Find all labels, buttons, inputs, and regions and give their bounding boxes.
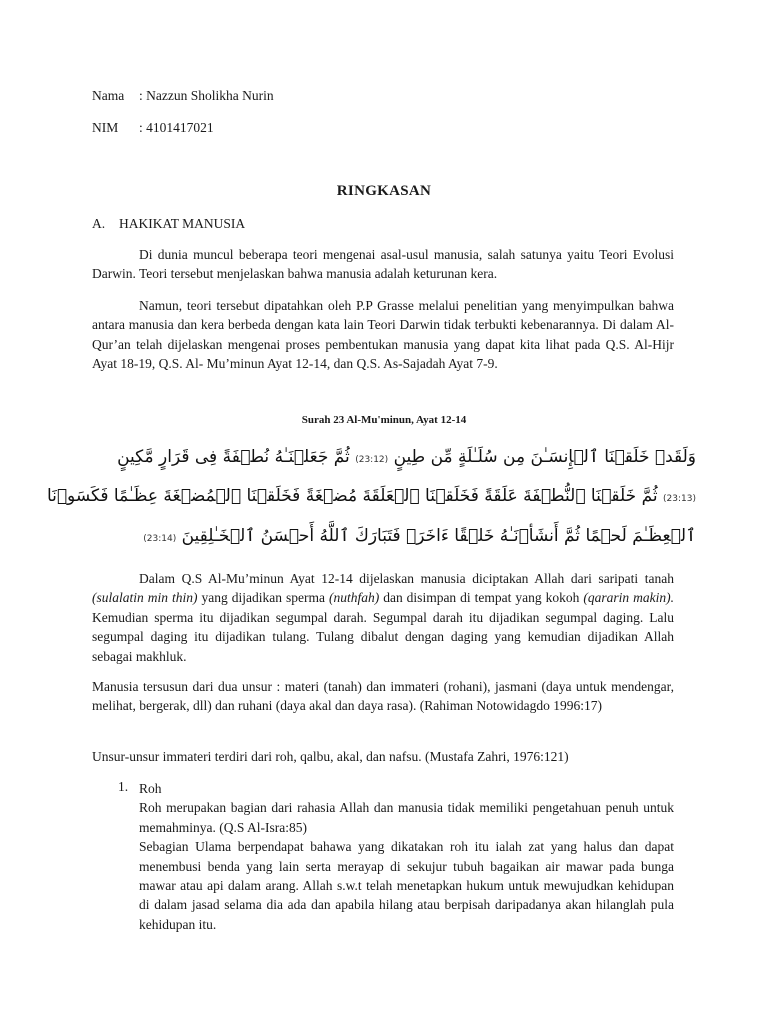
nim-value: : 4101417021 xyxy=(139,120,214,135)
section-a-number: A. xyxy=(92,216,106,231)
paragraph-5: Unsur-unsur immateri terdiri dari roh, qalbu, akal, dan nafsu. (Mustafa Zahri, 1976:121) xyxy=(92,749,569,764)
surah-caption: Surah 23 Al-Mu'minun, Ayat 12-14 xyxy=(301,414,467,426)
name-row xyxy=(92,88,274,104)
para3-text-3: dan disimpan di tempat yang kokoh xyxy=(379,590,584,606)
list-item-title: Roh xyxy=(139,781,162,796)
para3-text-2: yang dijadikan sperma xyxy=(197,590,329,606)
para3-italic-1: (sulalatin min thin) xyxy=(92,590,198,606)
list-item-number: 1. xyxy=(118,779,129,794)
page-title: RINGKASAN xyxy=(336,183,432,199)
nim-row xyxy=(92,120,214,136)
para3-italic-2: (nuthfah) xyxy=(328,590,380,606)
para3-italic-3: (qararin makin). xyxy=(583,590,675,606)
nim-label: NIM xyxy=(92,120,119,135)
section-a-heading xyxy=(92,216,245,232)
arabic-verse-12: وَلَقَدۡ خَلَقۡنَا ٱلۡإِنسَـٰنَ مِن سُلَـٰلَةٍ مِّن طِينٍ xyxy=(393,447,696,467)
name-value: : Nazzun Sholikha Nurin xyxy=(139,88,274,103)
name-label: Nama xyxy=(92,88,125,103)
list-item-paragraph-1: Roh merupakan bagian dari rahasia Allah dan manusia tidak memiliki pengetahuan penuh untuk memahminya. (Q.S Al-Isra:85) xyxy=(139,800,674,835)
para3-text-1: Dalam Q.S Al-Mu’minun Ayat 12-14 dijelaskan manusia diciptakan Allah dari saripati tanah xyxy=(139,571,674,586)
arabic-verse-line-3 xyxy=(143,521,696,551)
arabic-verse-14a: ثُمَّ خَلَقۡنَا ٱلنُّطۡفَةَ عَلَقَةً فَخَلَقۡنَا ٱلۡعَلَقَةَ مُضۡغَةً فَخَلَقۡنَا ٱلۡمُضۡغَةَ عِظَـٰمًا فَكَسَوۡنَا xyxy=(46,486,658,506)
ayah-marker-14: (23:14) xyxy=(143,534,177,544)
paragraph-3 xyxy=(92,569,674,666)
arabic-verse-14b: ٱلۡعِظَـٰمَ لَحۡمًا ثُمَّ أَنشَأۡنَـٰهُ خَلۡقًا ءَاخَرَ‌ۚ فَتَبَارَكَ ٱللَّهُ أَحۡسَنُ ٱلۡخَـٰلِقِينَ xyxy=(181,526,696,546)
list-item-paragraph-2: Sebagian Ulama berpendapat bahawa yang dikatakan roh itu ialah zat yang halus dan dapat menembusi benda yang lain serta merayap di sekujur tubuh bagaikan air mawar pada bunga mawar atau api dalam arang. Allah s.w.t telah menetapkan hukum untuk mewujudkan kehidupan di dalam jasad selama dia ada dan apabila hilang atau berpisah daripadanya akan hilanglah pula kehidupan itu. xyxy=(139,839,674,932)
paragraph-1: Di dunia muncul beberapa teori mengenai asal-usul manusia, salah satunya yaitu Teori Evolusi Darwin. Teori tersebut menjelaskan bahwa manusia adalah keturunan kera. xyxy=(92,247,674,282)
list-item xyxy=(139,779,674,934)
arabic-verse-line-1 xyxy=(117,442,696,472)
paragraph-4: Manusia tersusun dari dua unsur : materi (tanah) dan immateri (rohani), jasmani (daya untuk mendengar, melihat, bergerak, dll) dan ruhani (daya akal dan daya rasa). (Rahiman Notowidagdo 1996:17) xyxy=(92,679,674,714)
section-a-title: HAKIKAT MANUSIA xyxy=(119,216,246,231)
arabic-verse-line-2 xyxy=(46,481,696,511)
paragraph-2: Namun, teori tersebut dipatahkan oleh P.P Grasse melalui penelitian yang menyimpulkan bahwa antara manusia dan kera berbeda dengan kata lain Teori Darwin tidak terbukti kebenarannya. Di dalam Al-Qur’an telah dijelaskan mengenai proses pembentukan manusia yang dapat kita lihat pada Q.S. Al-Hijr Ayat 18-19, Q.S. Al- Mu’minun Ayat 12-14, dan Q.S. As-Sajadah Ayat 7-9. xyxy=(92,298,674,372)
arabic-verse-13: ثُمَّ جَعَلۡنَـٰهُ نُطۡفَةً فِى قَرَارٍ مَّكِينٍ xyxy=(117,447,350,467)
ayah-marker-13: (23:13) xyxy=(663,494,696,504)
para3-text-4: Kemudian sperma itu dijadikan segumpal darah. Segumpal darah itu dijadikan segumpal daging. Lalu segumpal daging itu dijadikan tulang. Tulang dibalut dengan daging yang kemudian dijadikan Allah sebagai makhluk. xyxy=(92,609,674,664)
ayah-marker-12: (23:12) xyxy=(355,455,389,465)
